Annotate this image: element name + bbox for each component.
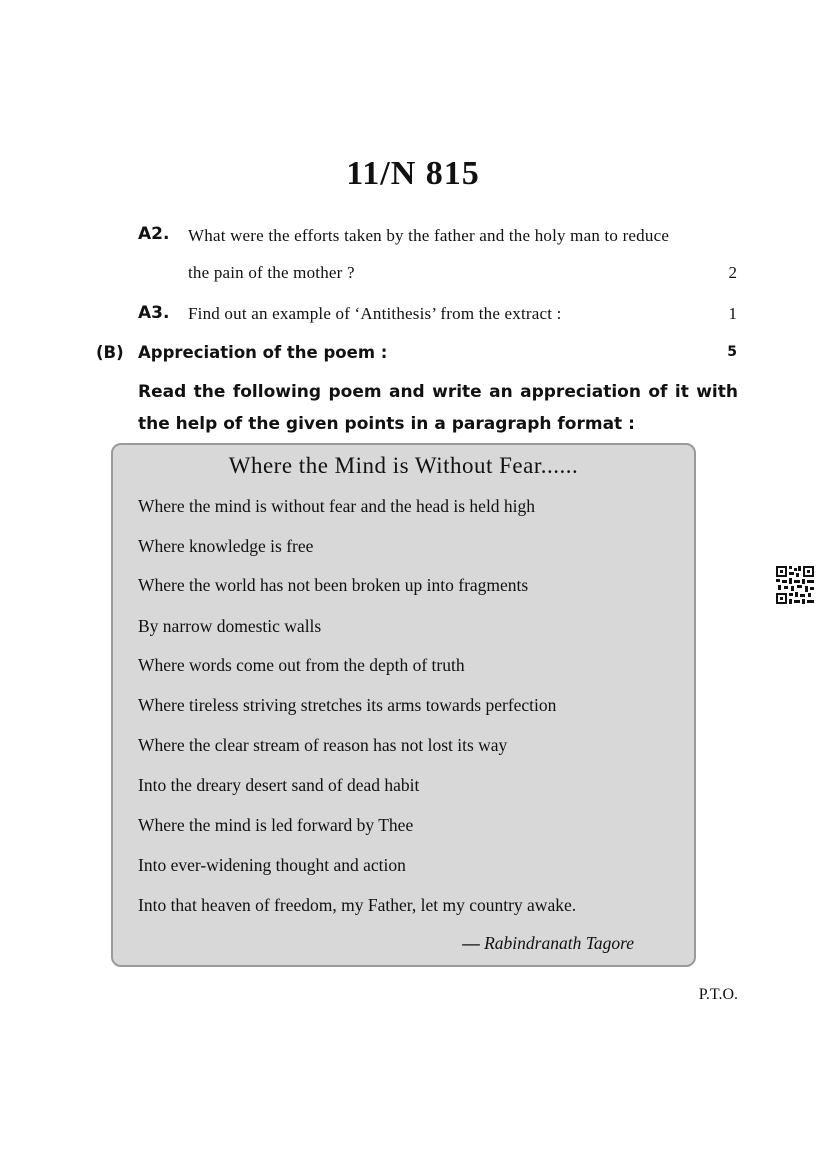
pto-label: P.T.O. <box>698 986 738 1003</box>
poem-line-2: Where knowledge is free <box>138 536 314 556</box>
section-b-instruction-line2: the help of the given points in a paragraph format : <box>138 414 635 434</box>
question-a3-label: A3. <box>138 303 170 323</box>
poem-line-6: Where tireless striving stretches its arms towards perfection <box>138 695 557 715</box>
author-dash: — <box>462 933 480 953</box>
poem-line-10: Into ever-widening thought and action <box>138 855 406 875</box>
section-b-marks: 5 <box>727 344 737 360</box>
poem-line-4: By narrow domestic walls <box>138 616 322 636</box>
section-b-title: Appreciation of the poem : <box>138 343 388 362</box>
question-a2-label: A2. <box>138 224 170 244</box>
question-a2-marks: 2 <box>728 263 737 282</box>
poem-line-9: Where the mind is led forward by Thee <box>138 815 414 835</box>
poem-line-5: Where words come out from the depth of truth <box>138 655 465 675</box>
section-b-instruction-line1: Read the following poem and write an appreciation of it with <box>138 382 738 402</box>
poem-author <box>462 933 634 954</box>
poem-line-7: Where the clear stream of reason has not lost its way <box>138 735 508 755</box>
question-a3-text: Find out an example of ‘Antithesis’ from the extract : <box>188 304 562 323</box>
author-name: Rabindranath Tagore <box>484 933 634 953</box>
question-a3-marks: 1 <box>728 304 737 323</box>
qr-code-icon <box>775 565 815 605</box>
poem-line-1: Where the mind is without fear and the head is held high <box>138 496 536 516</box>
question-a2-text-line1: What were the efforts taken by the father and the holy man to reduce <box>188 226 670 245</box>
question-a2-text-line2: the pain of the mother ? <box>188 263 355 282</box>
poem-line-8: Into the dreary desert sand of dead habit <box>138 775 420 795</box>
poem-title: Where the Mind is Without Fear...... <box>228 453 579 478</box>
poem-box <box>111 443 696 967</box>
section-b-label: (B) <box>96 343 124 362</box>
poem-line-3: Where the world has not been broken up into fragments <box>138 575 529 595</box>
poem-line-11: Into that heaven of freedom, my Father, let my country awake. <box>138 895 577 915</box>
page-code: 11/N 815 <box>346 155 480 192</box>
